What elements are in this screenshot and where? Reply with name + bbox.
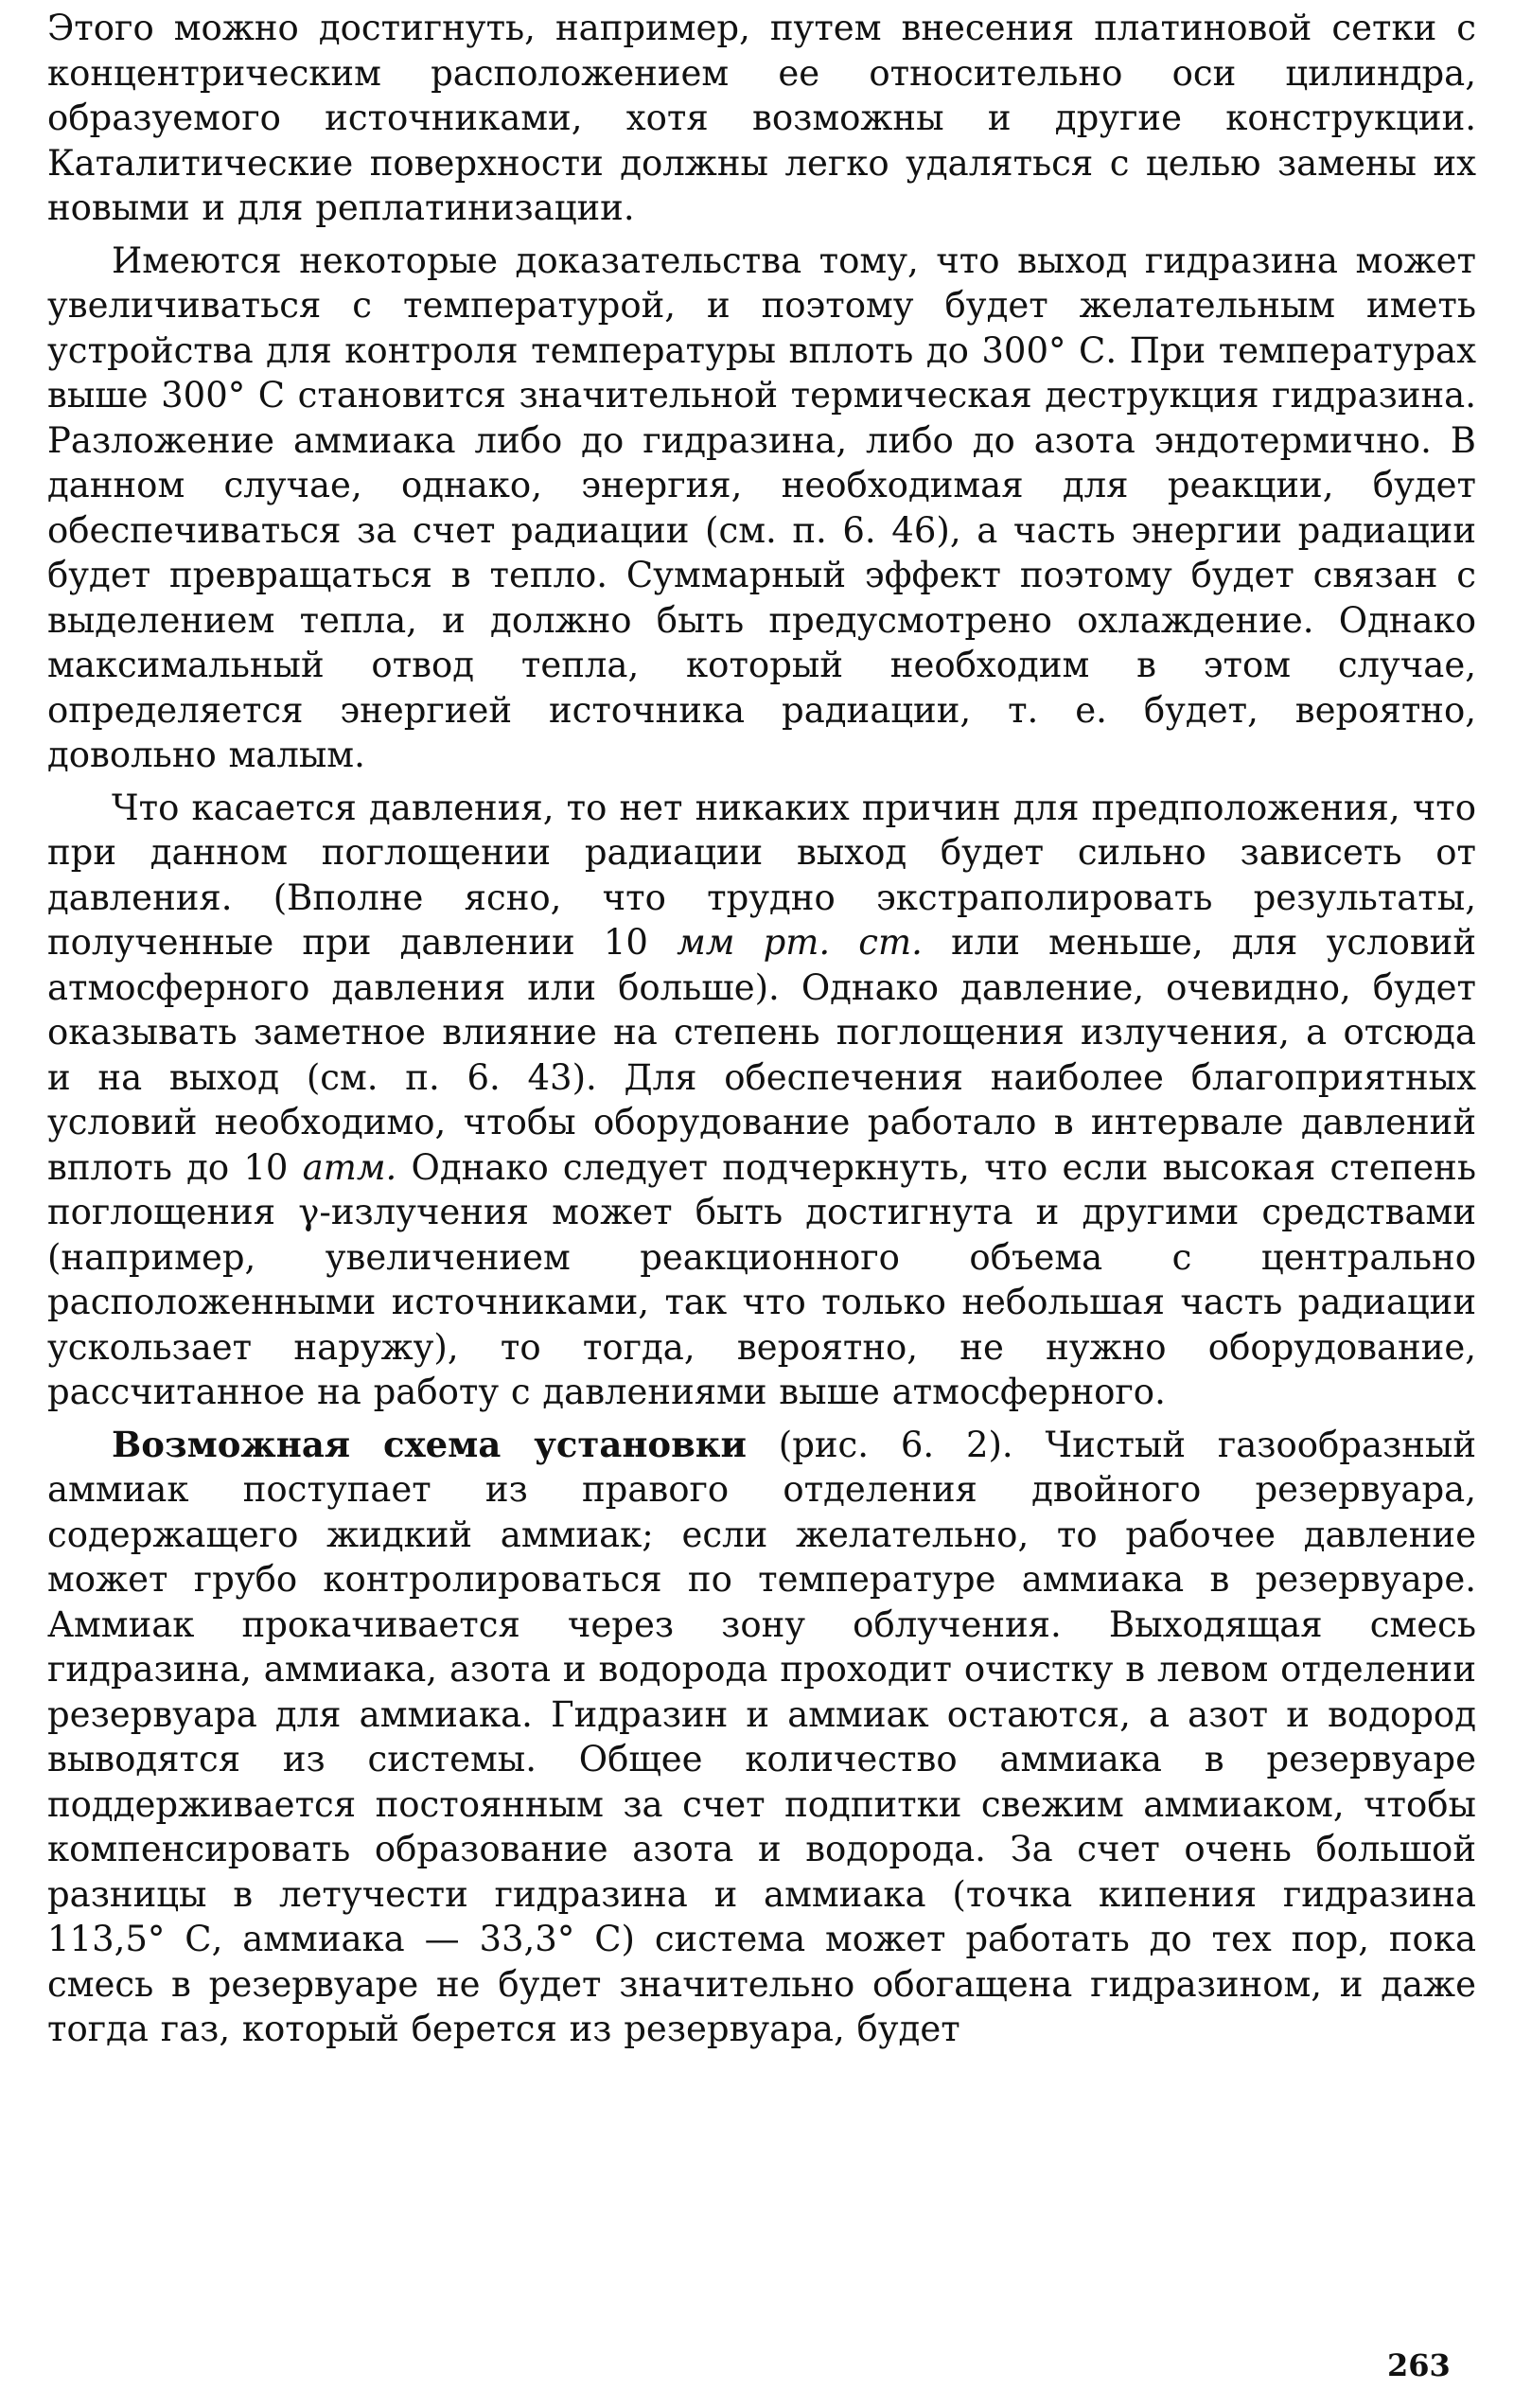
page-number: 263	[1387, 2347, 1451, 2383]
paragraph-3-part-3: Однако следует подчеркнуть, что если высокая степень поглощения γ-излучения может быть достигнута и другими средствами (например, увеличением реакционного объема с центрально расположенными источниками, так что только небольшая часть радиации ускользает наружу), то тогда, вероятно, не нужно оборудование, рассчитанное на работу с давлениями выше атмосферного.	[47, 1146, 1476, 1412]
body-text	[47, 6, 1476, 2052]
paragraph-3	[47, 786, 1476, 1415]
paragraph-2-text: Имеются некоторые доказательства тому, что выход гидразина может увеличиваться с температурой, и поэтому будет желательным иметь устройства для контроля температуры вплоть до 300° С. При температурах выше 300° С становится значительной термическая деструкция гидразина. Разложение аммиака либо до гидразина, либо до азота эндотермично. В данном случае, однако, энергия, необходимая для реакции, будет обеспечиваться за счет радиации (см. п. 6. 46), а часть энергии радиации будет превращаться в тепло. Суммарный эффект поэтому будет связан с выделением тепла, и должно быть предусмотрено охлаждение. Однако максимальный отвод тепла, который необходим в этом случае, определяется энергией источника радиации, т. е. будет, вероятно, довольно малым.	[47, 239, 1476, 775]
paragraph-1-text: Этого можно достигнуть, например, путем внесения платиновой сетки с концентрическим расположением ее относительно оси цилиндра, образуемого источниками, хотя возможны и другие конструкции. Каталитические поверхности должны легко удаляться с целью замены их новыми и для реплатинизации.	[47, 8, 1476, 228]
paragraph-2	[47, 239, 1476, 778]
unit-mm-hg: мм рт. ст.	[677, 922, 923, 963]
section-heading: Возможная схема установки	[112, 1423, 747, 1465]
paragraph-1	[47, 6, 1476, 231]
paragraph-3-part-2: или меньше, для условий атмосферного давления или больше). Однако давление, очевидно, будет оказывать заметное влияние на степень поглощения излучения, а отсюда и на выход (см. п. 6. 43). Для обеспечения наиболее благоприятных условий необходимо, чтобы оборудование работало в интервале давлений вплоть до 10	[47, 922, 1477, 1188]
paragraph-3-part-1: Что касается давления, то нет никаких причин для предположения, что при данном поглощении радиации выход будет сильно зависеть от давления. (Вполне ясно, что трудно экстраполировать результаты, полученные при давлении 10	[47, 787, 1476, 963]
unit-atm: атм.	[302, 1146, 397, 1188]
paragraph-4	[47, 1423, 1476, 2052]
paragraph-4-text: (рис. 6. 2). Чистый газообразный аммиак поступает из правого отделения двойного резервуара, содержащего жидкий аммиак; если желательно, то рабочее давление может грубо контролироваться по температуре аммиака в резервуаре. Аммиак прокачивается через зону облучения. Выходящая смесь гидразина, аммиака, азота и водорода проходит очистку в левом отделении резервуара для аммиака. Гидразин и аммиак остаются, а азот и водород выводятся из системы. Общее количество аммиака в резервуаре поддерживается постоянным за счет подпитки свежим аммиаком, чтобы компенсировать образование азота и водорода. За счет очень большой разницы в летучести гидразина и аммиака (точка кипения гидразина 113,5° С, аммиака — 33,3° С) система может работать до тех пор, пока смесь в резервуаре не будет значительно обогащена гидразином, и даже тогда газ, который берется из резервуара, будет	[47, 1424, 1476, 2049]
